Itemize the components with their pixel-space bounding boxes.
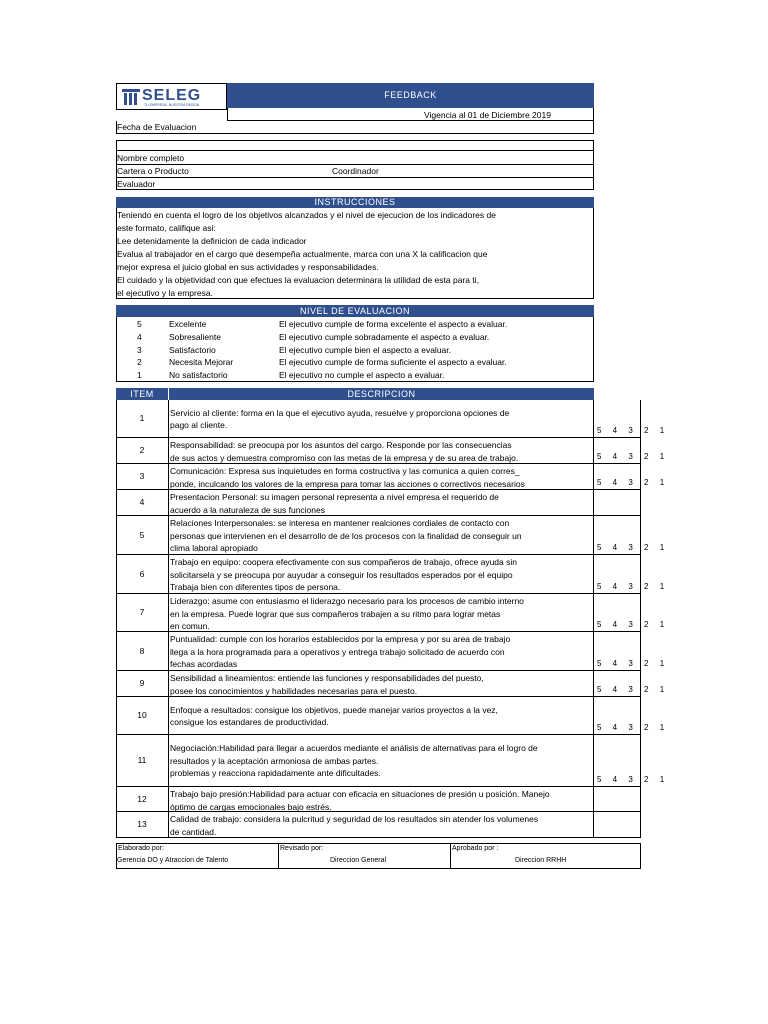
- nivel-num: 5: [137, 319, 142, 329]
- item-description: Relaciones Interpersonales: se interesa en mantener realciones cordiales de contacto con personas que intervienen en el desarrollo de de los procesos con la finalidad de conseguir un clima laboral apropiado: [170, 518, 522, 553]
- score-cell[interactable]: [594, 812, 641, 838]
- logo-tagline: TU EMPRESA, NUESTRA PASION: [144, 103, 200, 107]
- instruccion-line: mejor expresa el juicio global en sus actividades y responsabilidades.: [117, 262, 379, 272]
- item-number: 3: [139, 471, 145, 481]
- nivel-desc: El ejecutivo cumple de forma suficiente el aspecto a evaluar.: [279, 357, 507, 368]
- item-number: 9: [139, 678, 145, 688]
- item-number: 13: [137, 819, 147, 829]
- score-scale[interactable]: 5 4 3 2 1: [597, 478, 669, 487]
- coordinador-label: Coordinador: [332, 166, 379, 176]
- instruccion-line: El cuidado y la objetividad con que efectues la evaluacion determinara la utilidad de esta para ti,: [117, 275, 479, 285]
- column-divider: [168, 594, 169, 632]
- item-number: 7: [139, 607, 145, 617]
- vigencia-text: Vigencia al 01 de Diciembre 2019: [424, 110, 551, 120]
- instruccion-line: el ejecutivo y la empresa.: [117, 288, 213, 298]
- score-scale[interactable]: 5 4 3 2 1: [597, 620, 669, 629]
- column-divider: [168, 697, 169, 735]
- nivel-num: 1: [137, 370, 142, 381]
- item-description: Presentacion Personal: su imagen personal representa a nivel empresa el requerido de acuerdo a la naturaleza de sus funciones: [170, 492, 499, 515]
- nivel-name: Satisfactorio: [169, 344, 216, 355]
- nombre-label: Nombre completo: [117, 153, 185, 163]
- score-cell[interactable]: [594, 490, 641, 516]
- score-cell[interactable]: [594, 787, 641, 812]
- score-scale[interactable]: 5 4 3 2 1: [597, 685, 669, 694]
- score-scale[interactable]: 5 4 3 2 1: [597, 659, 669, 668]
- item-number: 8: [139, 645, 145, 656]
- item-description: Sensibilidad a lineamientos: entiende las funciones y responsabilidades del puesto, posee los conocimientos y habilidades necesarias para el puesto.: [170, 673, 484, 696]
- column-divider: [168, 438, 169, 464]
- score-scale[interactable]: 5 4 3 2 1: [597, 582, 669, 591]
- divider: [116, 177, 594, 178]
- fecha-label: Fecha de Evaluacion: [117, 122, 197, 132]
- column-divider: [168, 400, 169, 438]
- item-description: Enfoque a resultados: consigue los objetivos, puede manejar varios proyectos a la vez, consigue los estandares de productividad.: [170, 704, 498, 727]
- column-divider: [168, 812, 169, 838]
- revisado-label: Revisado por:: [280, 845, 324, 852]
- instruccion-line: Lee detenidamente la definicion de cada indicador: [117, 236, 307, 246]
- item-number: 10: [137, 710, 147, 720]
- column-divider: [168, 671, 169, 697]
- logo-box: [116, 83, 227, 110]
- score-scale[interactable]: 5 4 3 2 1: [597, 775, 669, 784]
- nivel-num: 3: [137, 344, 142, 355]
- nivel-name: Sobresaliente: [169, 331, 221, 342]
- aprobado-value: Direccion RRHH: [515, 857, 567, 864]
- nivel-name: No satisfactorio: [169, 370, 228, 381]
- instruccion-line: Evalua al trabajador en el cargo que desempeña actualmente, marca con una X la calificacion que: [117, 249, 488, 259]
- cartera-label: Cartera o Producto: [117, 166, 189, 176]
- nivel-name: Excelente: [169, 319, 207, 329]
- aprobado-label: Aprobado por :: [452, 845, 499, 852]
- instrucciones-header: INSTRUCCIONES: [116, 197, 594, 208]
- column-divider: [168, 735, 169, 787]
- item-number: 5: [139, 529, 145, 540]
- logo-text: SELEG: [142, 87, 202, 104]
- elaborado-label: Elaborado por:: [118, 845, 164, 852]
- item-description: Comunicación: Expresa sus inquietudes en forma costructiva y las comunica a quien corres_ ponde, inculcando los valores de la empresa para tomar las acciones o correctivos necesarios: [170, 466, 525, 489]
- nivel-desc: El ejecutivo cumple sobradamente el aspecto a evaluar.: [279, 331, 490, 342]
- score-scale[interactable]: 5 4 3 2 1: [597, 543, 669, 552]
- item-number: 6: [139, 568, 145, 579]
- score-scale[interactable]: 5 4 3 2 1: [597, 426, 669, 435]
- column-divider: [168, 632, 169, 671]
- item-description: Servicio al cliente: forma en la que el ejecutivo ayuda, resuelve y proporciona opciones de pago al cliente.: [170, 407, 510, 430]
- column-divider: [168, 555, 169, 594]
- descripcion-header: DESCRIPCION: [168, 388, 594, 400]
- score-scale[interactable]: 5 4 3 2 1: [597, 723, 669, 732]
- item-header: ITEM: [116, 388, 168, 400]
- nivel-name: Necesita Mejorar: [169, 357, 234, 368]
- feedback-title: FEEDBACK: [227, 83, 594, 108]
- column-divider: [168, 787, 169, 812]
- footer-divider: [450, 843, 451, 869]
- instruccion-line: este formato, califique asi:: [117, 223, 216, 233]
- logo-icon: [122, 89, 140, 105]
- item-number: 12: [137, 793, 147, 804]
- item-number: 11: [137, 755, 147, 765]
- item-description: Calidad de trabajo: considera la pulcritud y seguridad de los resultados sin atender los volumenes de cantidad.: [170, 814, 539, 837]
- item-number: 1: [139, 413, 145, 423]
- item-description: Puntualidad: cumple con los horarios establecidos por la empresa y por su area de trabajo llega a la hora programada para a operativos y entrega trabajo solicitado de acuerdo con fechas acordadas: [170, 634, 511, 669]
- nivel-num: 2: [137, 357, 142, 368]
- item-number: 4: [139, 497, 145, 507]
- item-description: Responsabilidad: se preocupa por los asuntos del cargo. Responde por las consecuencias de sus actos y demuestra compromiso con las metas de la empresa y de su area de trabajo.: [170, 440, 519, 463]
- item-description: Trabajo en equipo: coopera efectivamente con sus compañeros de trabajo, ofrece ayuda sin solicitarsela y se preocupa por auyudar a conseguir los resultados esperados por el equipo Trabaja bien con diferentes tipos de persona.: [170, 557, 517, 592]
- nivel-desc: El ejecutivo cumple de forma excelente el aspecto a evaluar.: [279, 319, 508, 329]
- footer-divider: [278, 843, 279, 869]
- nivel-desc: El ejecutivo cumple bien el aspecto a evaluar.: [279, 344, 451, 355]
- column-divider: [168, 490, 169, 516]
- footer-box: [116, 843, 641, 869]
- item-description: Trabajo bajo presión:Habilidad para actuar con eficacia en situaciones de presión u posición. Manejo óptimo de cargas emocionales bajo estrés.: [170, 789, 550, 812]
- score-scale[interactable]: 5 4 3 2 1: [597, 452, 669, 461]
- nivel-num: 4: [137, 331, 142, 342]
- fecha-field[interactable]: [116, 140, 594, 151]
- column-divider: [168, 516, 169, 555]
- instruccion-line: Teniendo en cuenta el logro de los objetivos alcanzados y el nivel de ejecucion de los indicadores de: [117, 210, 496, 220]
- revisado-value: Direccion General: [330, 857, 387, 864]
- nivel-header: NIVEL DE EVALUACION: [116, 305, 594, 317]
- elaborado-value: Gerencia DO y Atraccion de Talento: [117, 857, 229, 864]
- item-number: 2: [139, 445, 145, 455]
- column-divider: [168, 464, 169, 490]
- item-description: Liderazgo: asume con entusiasmo el liderazgo necesario para los procesos de cambio interno en la empresa. Puede lograr que sus compañeros trabajen a su ritmo para lograr metas en comun.: [170, 596, 524, 631]
- evaluador-label: Evaluador: [117, 179, 156, 189]
- nivel-desc: El ejecutivo no cumple el aspecto a evaluar.: [279, 370, 445, 381]
- item-description: Negociación:Habilidad para llegar a acuerdos mediante el análisis de alternativas para el logro de resultados y la aceptación armoniosa de ambas partes. problemas y reacciona rapidadamente ante dificultades.: [170, 743, 538, 779]
